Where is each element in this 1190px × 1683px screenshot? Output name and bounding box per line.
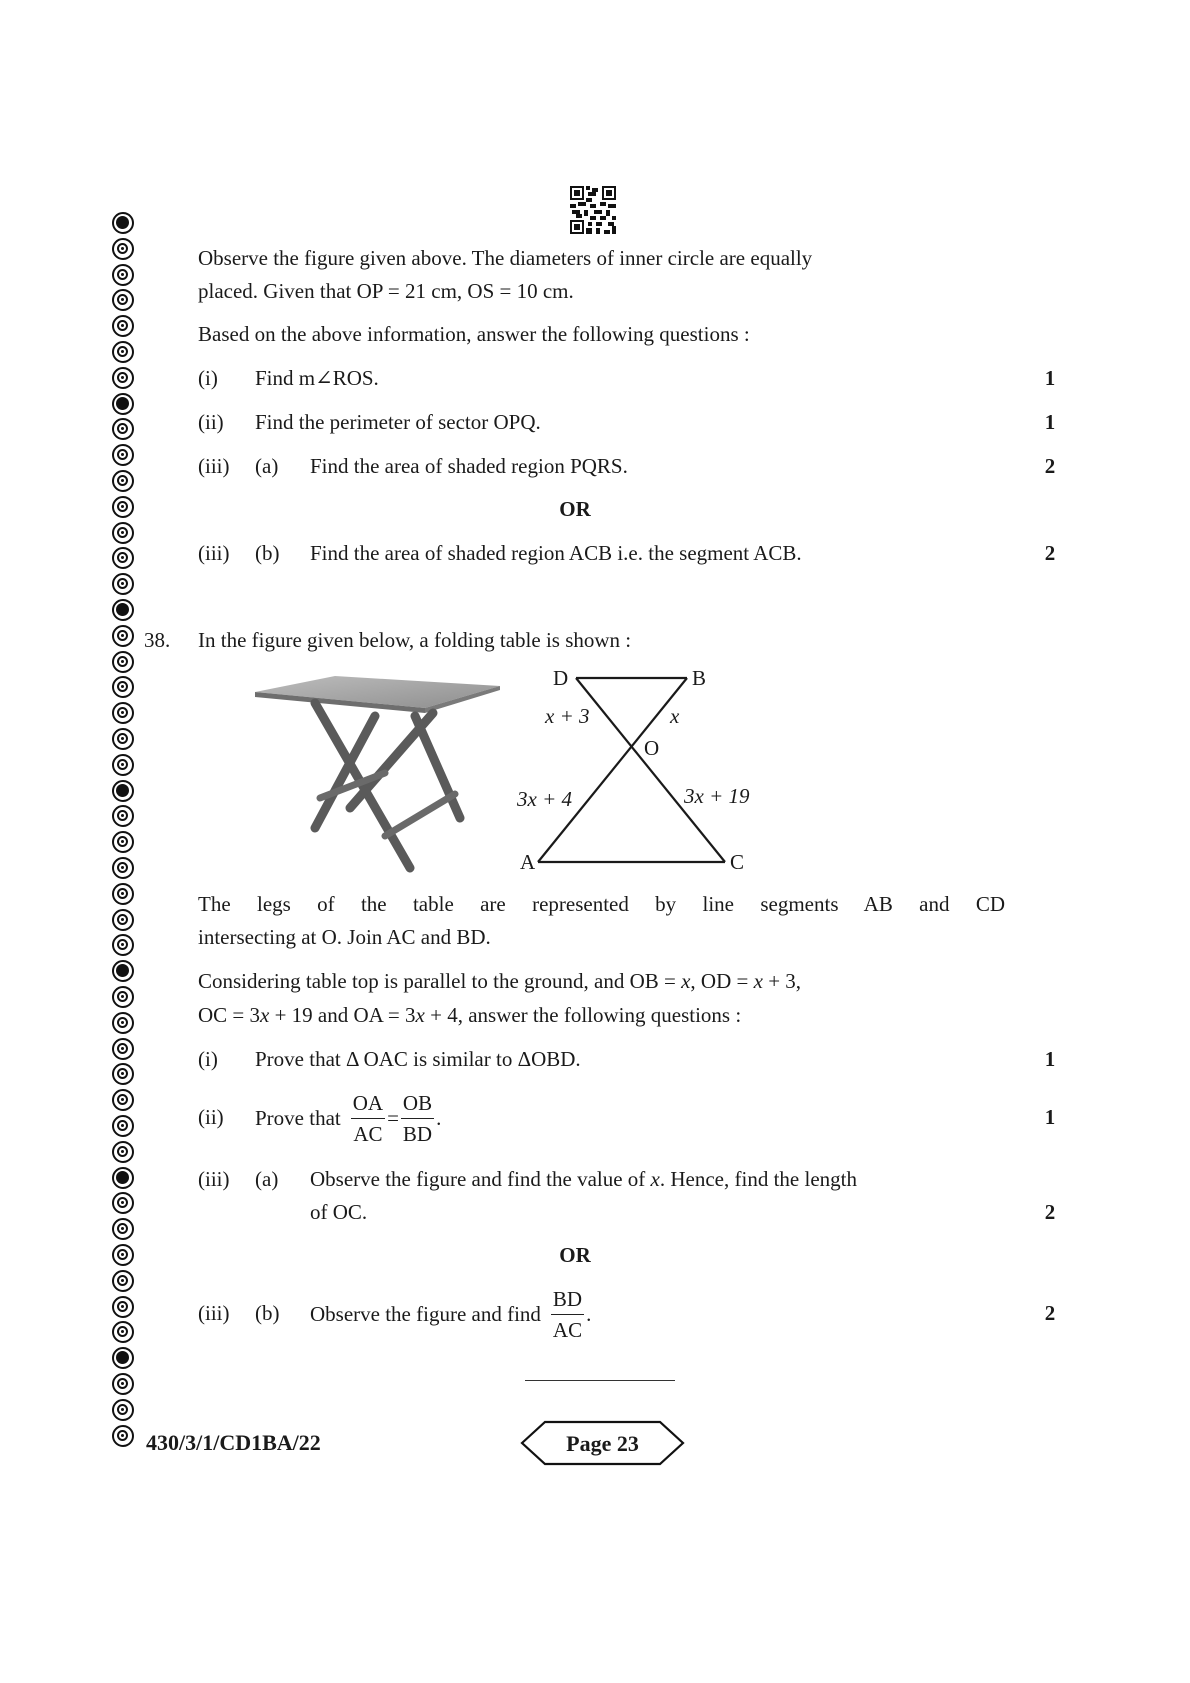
label-od: x + 3 xyxy=(545,704,590,728)
var-x: x xyxy=(650,1167,660,1191)
text: . Hence, find the length xyxy=(659,1167,857,1191)
part-text-line2: of OC. xyxy=(310,1200,368,1224)
part-number: (iii) xyxy=(198,454,230,478)
part-number: (i) xyxy=(198,366,218,390)
concentric-circle-icon xyxy=(112,547,134,569)
concentric-circle-icon xyxy=(112,1192,134,1214)
marks: 2 xyxy=(1044,541,1056,565)
concentric-circle-icon xyxy=(112,909,134,931)
part-text xyxy=(255,1086,441,1150)
text: OC = 3 xyxy=(198,1003,261,1027)
concentric-circle-icon xyxy=(112,315,134,337)
q38-para1-line2: intersecting at O. Join AC and BD. xyxy=(198,925,491,949)
q37-intro-line1: Observe the figure given above. The diameters of inner circle are equally xyxy=(198,246,813,270)
or-divider: OR xyxy=(559,497,591,521)
concentric-circle-icon xyxy=(112,444,134,466)
concentric-circle-icon xyxy=(112,573,134,595)
text: + 4, answer the following questions : xyxy=(424,1003,742,1027)
end-of-section-rule xyxy=(525,1380,675,1381)
q38-para2-line2 xyxy=(198,999,741,1032)
concentric-circle-icon xyxy=(112,625,134,647)
numerator: OB xyxy=(401,1088,434,1119)
filled-circle-icon xyxy=(112,780,134,802)
concentric-circle-icon xyxy=(112,805,134,827)
text: + 19 and OA = 3 xyxy=(269,1003,416,1027)
part-text-line1 xyxy=(310,1163,857,1196)
concentric-circle-icon xyxy=(112,986,134,1008)
concentric-circle-icon xyxy=(112,367,134,389)
or-divider: OR xyxy=(559,1243,591,1267)
concentric-circle-icon xyxy=(112,1063,134,1085)
folding-table-photo xyxy=(250,668,500,878)
part-sub: (b) xyxy=(255,541,280,565)
concentric-circle-icon xyxy=(112,470,134,492)
text: Observe the figure and find xyxy=(310,1301,541,1326)
point-label-d: D xyxy=(553,666,569,690)
part-text: Prove that Δ OAC is similar to ΔOBD. xyxy=(255,1047,581,1071)
marks: 2 xyxy=(1044,454,1056,478)
q38-para2-line1 xyxy=(198,965,801,998)
fraction-bd-ac xyxy=(551,1284,584,1345)
concentric-circle-icon xyxy=(112,341,134,363)
concentric-circle-icon xyxy=(112,934,134,956)
marks: 2 xyxy=(1044,1301,1056,1325)
equals: = xyxy=(387,1105,399,1130)
numerator: OA xyxy=(351,1088,385,1119)
concentric-circle-icon xyxy=(112,1218,134,1240)
q37-prompt: Based on the above information, answer the following questions : xyxy=(198,322,750,346)
concentric-circle-icon xyxy=(112,1089,134,1111)
q38-para1-line1: The legs of the table are represented by line segments AB and CD xyxy=(198,892,1005,916)
label-oc: 3x + 19 xyxy=(684,784,750,808)
part-text: Find the perimeter of sector OPQ. xyxy=(255,410,541,434)
label-ob: x xyxy=(670,704,680,728)
concentric-circle-icon xyxy=(112,238,134,260)
part-text: Find m∠ROS. xyxy=(255,366,379,390)
concentric-circle-icon xyxy=(112,1115,134,1137)
concentric-circle-icon xyxy=(112,883,134,905)
var-x: x xyxy=(415,1003,425,1027)
filled-circle-icon xyxy=(112,212,134,234)
part-number: (iii) xyxy=(198,541,230,565)
geometry-figure xyxy=(505,660,755,875)
concentric-circle-icon xyxy=(112,289,134,311)
qr-code-icon xyxy=(570,186,616,234)
concentric-circle-icon xyxy=(112,1373,134,1395)
marks: 1 xyxy=(1044,1105,1056,1129)
filled-circle-icon xyxy=(112,1347,134,1369)
concentric-circle-icon xyxy=(112,728,134,750)
text: Prove that xyxy=(255,1105,341,1130)
var-x: x xyxy=(681,969,691,993)
concentric-circle-icon xyxy=(112,1296,134,1318)
part-number: (iii) xyxy=(198,1301,230,1325)
concentric-circle-icon xyxy=(112,264,134,286)
text: + 3, xyxy=(762,969,802,993)
part-text: Find the area of shaded region PQRS. xyxy=(310,454,628,478)
q37-intro-line2: placed. Given that OP = 21 cm, OS = 10 cm. xyxy=(198,279,574,303)
concentric-circle-icon xyxy=(112,831,134,853)
part-number: (i) xyxy=(198,1047,218,1071)
page-number: Page 23 xyxy=(566,1431,639,1456)
concentric-circle-icon xyxy=(112,1012,134,1034)
segment-dc xyxy=(576,678,725,862)
marks: 1 xyxy=(1044,366,1056,390)
label-oa: 3x + 4 xyxy=(517,787,572,811)
text: Considering table top is parallel to the ground, and OB = xyxy=(198,969,682,993)
marks: 1 xyxy=(1044,1047,1056,1071)
concentric-circle-icon xyxy=(112,1270,134,1292)
text: Observe the figure and find the value of xyxy=(310,1167,651,1191)
part-sub: (a) xyxy=(255,1167,279,1191)
part-sub: (a) xyxy=(255,454,279,478)
denominator: BD xyxy=(402,1121,433,1146)
concentric-circle-icon xyxy=(112,1141,134,1163)
part-sub: (b) xyxy=(255,1301,280,1325)
point-label-a: A xyxy=(520,850,536,874)
concentric-circle-icon xyxy=(112,1399,134,1421)
concentric-circle-icon xyxy=(112,754,134,776)
denominator: AC xyxy=(552,1317,583,1342)
point-label-o: O xyxy=(644,736,660,760)
part-number: (iii) xyxy=(198,1167,230,1191)
concentric-circle-icon xyxy=(112,702,134,724)
concentric-circle-icon xyxy=(112,857,134,879)
marks: 2 xyxy=(1044,1200,1056,1224)
q38-intro: In the figure given below, a folding table is shown : xyxy=(198,628,632,652)
text: , OD = xyxy=(690,969,754,993)
marks: 1 xyxy=(1044,410,1056,434)
var-x: x xyxy=(260,1003,270,1027)
fraction-ob-bd xyxy=(401,1088,434,1149)
part-text xyxy=(310,1282,591,1346)
part-number: (ii) xyxy=(198,410,224,434)
question-number: 38. xyxy=(144,628,171,652)
point-label-c: C xyxy=(730,850,745,874)
text: . xyxy=(436,1105,442,1130)
filled-circle-icon xyxy=(112,393,134,415)
concentric-circle-icon xyxy=(112,676,134,698)
part-text: Find the area of shaded region ACB i.e. the segment ACB. xyxy=(310,541,802,565)
concentric-circle-icon xyxy=(112,1038,134,1060)
numerator: BD xyxy=(551,1284,584,1315)
var-x: x xyxy=(753,969,763,993)
concentric-circle-icon xyxy=(112,651,134,673)
concentric-circle-icon xyxy=(112,1425,134,1447)
filled-circle-icon xyxy=(112,599,134,621)
filled-circle-icon xyxy=(112,1167,134,1189)
concentric-circle-icon xyxy=(112,418,134,440)
text: . xyxy=(586,1301,592,1326)
filled-circle-icon xyxy=(112,960,134,982)
part-number: (ii) xyxy=(198,1105,224,1129)
paper-code: 430/3/1/CD1BA/22 xyxy=(146,1430,321,1455)
concentric-circle-icon xyxy=(112,1321,134,1343)
fraction-oa-ac xyxy=(351,1088,385,1149)
denominator: AC xyxy=(353,1121,383,1146)
point-label-b: B xyxy=(692,666,707,690)
